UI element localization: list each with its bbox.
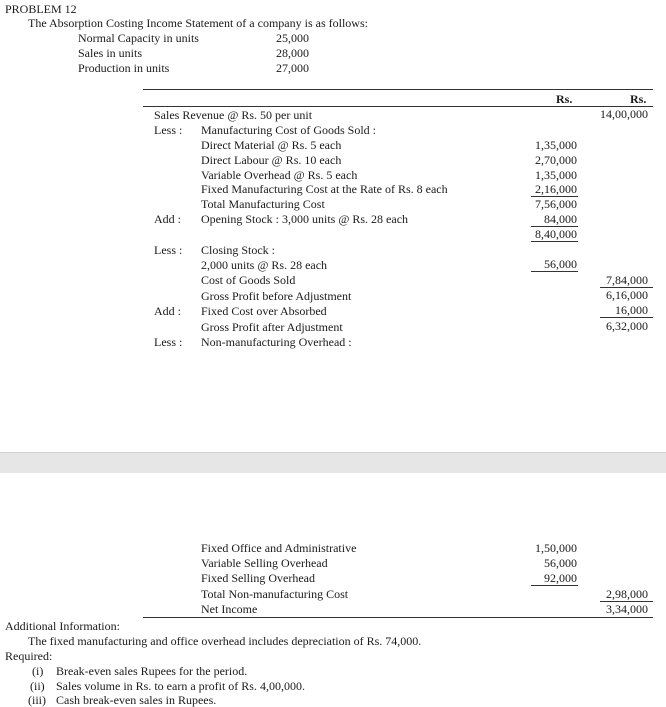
table-header-rule	[143, 106, 653, 107]
subtotal-rule	[531, 271, 578, 272]
units-value: 28,000	[276, 46, 309, 60]
row-label: Total Manufacturing Cost	[201, 197, 325, 211]
row-label: Opening Stock : 3,000 units @ Rs. 28 each	[201, 212, 409, 226]
col2-header: Rs.	[630, 92, 647, 106]
row-label: 2,000 units @ Rs. 28 each	[201, 258, 328, 272]
row-prefix: Less :	[154, 243, 183, 257]
row-label: Direct Labour @ Rs. 10 each	[201, 153, 342, 167]
intro-text: The Absorption Costing Income Statement of a company is as follows:	[28, 16, 368, 30]
row-label: Closing Stock :	[201, 243, 276, 257]
row-label: Manufacturing Cost of Goods Sold :	[201, 123, 376, 137]
col1-header: Rs.	[556, 92, 573, 106]
row-label: Cost of Goods Sold	[201, 273, 296, 287]
row-label: Gross Profit before Adjustment	[201, 289, 352, 303]
table-bottom-rule	[143, 617, 653, 618]
required-item-num: (ii)	[30, 679, 45, 693]
row-label: Gross Profit after Adjustment	[201, 320, 343, 334]
subtotal-rule	[531, 585, 578, 586]
units-value: 27,000	[276, 61, 309, 75]
required-heading: Required:	[5, 649, 53, 663]
row-col2: 3,34,000	[606, 602, 648, 616]
row-col2: 16,000	[615, 303, 648, 317]
units-label: Sales in units	[78, 46, 143, 60]
required-item-text: Sales volume in Rs. to earn a profit of Rs. 4,00,000.	[56, 679, 305, 693]
subtotal-rule	[531, 241, 578, 242]
row-col1: 1,50,000	[535, 541, 577, 555]
units-label: Production in units	[78, 61, 170, 75]
row-col1: 2,70,000	[535, 153, 577, 167]
row-label: Variable Overhead @ Rs. 5 each	[201, 168, 358, 182]
row-col2: 7,84,000	[606, 273, 648, 287]
row-label: Non-manufacturing Overhead :	[201, 335, 352, 349]
row-prefix: Add :	[154, 304, 181, 318]
row-label: Direct Material @ Rs. 5 each	[201, 138, 342, 152]
subtotal-rule	[600, 317, 653, 318]
row-col1: 56,000	[544, 257, 577, 271]
page-break	[0, 452, 666, 474]
row-label: Variable Selling Overhead	[201, 556, 328, 570]
units-value: 25,000	[276, 31, 309, 45]
row-col2: 2,98,000	[606, 587, 648, 601]
row-label: Net Income	[201, 602, 258, 616]
row-prefix: Less :	[154, 335, 183, 349]
row-col1: 92,000	[544, 571, 577, 585]
table-top-rule	[143, 89, 653, 90]
units-label: Normal Capacity in units	[78, 31, 199, 45]
additional-text: The fixed manufacturing and office overhead includes depreciation of Rs. 74,000.	[28, 634, 422, 648]
row-col1: 2,16,000	[535, 182, 577, 196]
required-item-text: Break-even sales Rupees for the period.	[56, 664, 248, 678]
required-item-text: Cash break-even sales in Rupees.	[56, 693, 217, 707]
row-label: Fixed Cost over Absorbed	[201, 304, 327, 318]
row-col1: 84,000	[544, 212, 577, 226]
row-col1: 7,56,000	[535, 197, 577, 211]
row-col1: 1,35,000	[535, 168, 577, 182]
required-item-num: (i)	[32, 664, 44, 678]
row-label: Fixed Selling Overhead	[201, 571, 315, 585]
row-label: Fixed Manufacturing Cost at the Rate of Rs. 8 each	[201, 182, 448, 196]
row-label: Sales Revenue @ Rs. 50 per unit	[154, 108, 313, 122]
row-label: Fixed Office and Administrative	[201, 541, 357, 555]
row-col1: 1,35,000	[535, 138, 577, 152]
row-col2: 6,16,000	[606, 288, 648, 302]
row-prefix: Add :	[154, 212, 181, 226]
row-label: Total Non-manufacturing Cost	[201, 587, 349, 601]
row-col1: 56,000	[544, 556, 577, 570]
row-col1: 8,40,000	[535, 227, 577, 241]
required-item-num: (iii)	[28, 693, 46, 707]
row-col2: 14,00,000	[600, 107, 648, 121]
problem-title: PROBLEM 12	[5, 2, 77, 16]
row-col2: 6,32,000	[606, 319, 648, 333]
additional-heading: Additional Information:	[5, 619, 120, 633]
row-prefix: Less :	[154, 123, 183, 137]
